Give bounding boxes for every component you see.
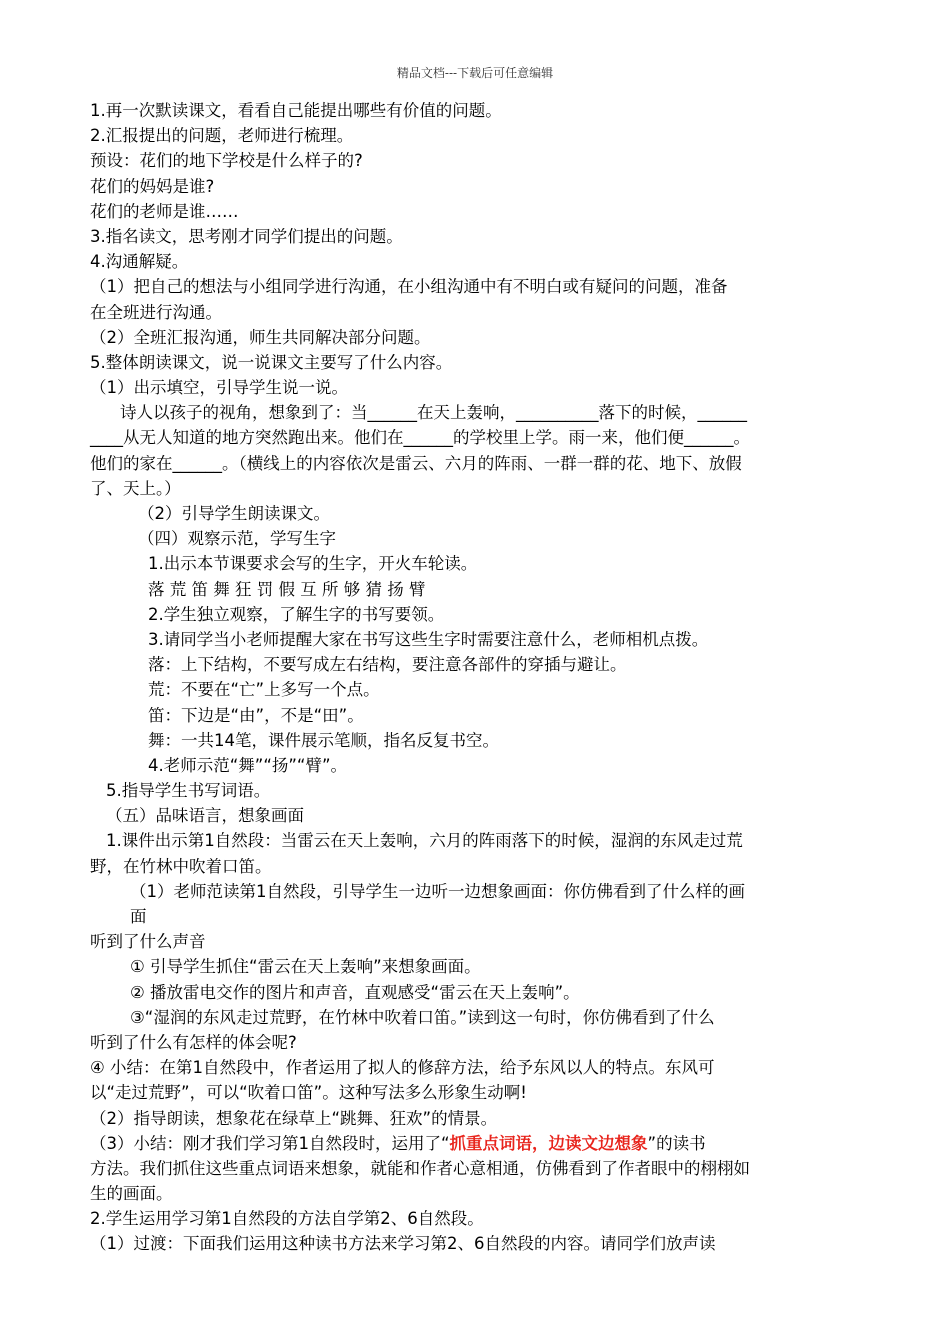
text-line: 1.课件出示第1自然段：当雷云在天上轰响，六月的阵雨落下的时候，湿润的东风走过荒 — [106, 831, 743, 851]
text-line: 3.请同学当小老师提醒大家在书写这些生字时需要注意什么，老师相机点拨。 — [148, 629, 709, 649]
lesson-lines — [90, 98, 870, 1131]
text-line: 诗人以孩子的视角，想象到了：当______在天上轰响，__________落下的时候，______ — [120, 403, 747, 423]
text-line: 落：上下结构，不要写成左右结构，要注意各部件的穿插与避让。 — [148, 655, 627, 675]
text-line: 2.学生运用学习第1自然段的方法自学第2、6自然段。 — [90, 1209, 484, 1229]
text-line: ③“湿润的东风走过荒野，在竹林中吹着口笛。”读到这一句时，你仿佛看到了什么 — [130, 1007, 715, 1027]
text-line: ④ 小结：在第1自然段中，作者运用了拟人的修辞方法，给予东风以人的特点。东风可 — [90, 1058, 715, 1078]
text-line: 5.指导学生书写词语。 — [106, 781, 271, 801]
page-watermark-header: 精品文档---下载后可任意编辑 — [396, 66, 554, 80]
text-line: （1）出示填空，引导学生说一说。 — [90, 378, 348, 398]
summary-after: ”的读书 — [647, 1133, 706, 1153]
text-line: 野，在竹林中吹着口笛。 — [90, 856, 272, 876]
text-line: 听到了什么声音 — [90, 932, 206, 952]
text-line: （1）把自己的想法与小组同学进行沟通，在小组沟通中有不明白或有疑问的问题，准备 — [90, 277, 728, 297]
text-line: 落 荒 笛 舞 狂 罚 假 互 所 够 猜 扬 臂 — [148, 579, 426, 599]
text-line: 面 — [130, 907, 147, 926]
summary-highlight: 抓重点词语，边读文边想象 — [449, 1133, 648, 1153]
text-line: （五）品味语言，想象画面 — [106, 806, 304, 826]
document-body — [90, 98, 870, 1257]
text-line: （2）指导朗读，想象花在绿草上“跳舞、狂欢”的情景。 — [90, 1108, 498, 1128]
text-line: ① 引导学生抓住“雷云在天上轰响”来想象画面。 — [130, 957, 481, 977]
summary-line-3: 生的画面。 — [90, 1184, 173, 1204]
text-line: 他们的家在______。（横线上的内容依次是雷云、六月的阵雨、一群一群的花、地下、放假 — [90, 453, 742, 473]
text-line: 预设：花们的地下学校是什么样子的? — [90, 151, 363, 171]
summary-line — [90, 1131, 870, 1156]
text-line: ② 播放雷电交作的图片和声音，直观感受“雷云在天上轰响”。 — [130, 982, 580, 1002]
text-line: 4.沟通解疑。 — [90, 252, 189, 272]
text-line: 花们的老师是谁…… — [90, 201, 239, 221]
text-line: 1.再一次默读课文，看看自己能提出哪些有价值的问题。 — [90, 101, 502, 120]
summary-line-2: 方法。我们抓住这些重点词语来想象，就能和作者心意相通，仿佛看到了作者眼中的栩栩如 — [90, 1158, 750, 1178]
text-line: 2.学生独立观察，了解生字的书写要领。 — [148, 604, 445, 624]
text-line: 了、天上。） — [90, 478, 181, 498]
summary-before: （3）小结：刚才我们学习第1自然段时，运用了“ — [90, 1133, 450, 1153]
text-line: （四）观察示范，学写生字 — [138, 529, 336, 549]
text-line: （2）引导学生朗读课文。 — [138, 504, 330, 523]
text-line: 4.老师示范“舞”“扬”“臂”。 — [148, 755, 348, 775]
text-line: 1.出示本节课要求会写的生字，开火车轮读。 — [148, 554, 478, 574]
text-line: （1）过渡：下面我们运用这种读书方法来学习第2、6自然段的内容。请同学们放声读 — [90, 1234, 716, 1254]
text-line: （1）老师范读第1自然段，引导学生一边听一边想象画面：你仿佛看到了什么样的画 — [130, 881, 745, 901]
text-line: ____从无人知道的地方突然跑出来。他们在______的学校里上学。雨一来，他们便______。 — [90, 428, 750, 448]
text-line: 花们的妈妈是谁? — [90, 176, 215, 196]
text-line: 舞：一共14笔，课件展示笔顺，指名反复书空。 — [148, 730, 499, 750]
text-line: 笛：下边是“由”，不是“田”。 — [148, 705, 364, 725]
text-line: （2）全班汇报沟通，师生共同解决部分问题。 — [90, 327, 431, 347]
text-line: 5.整体朗读课文，说一说课文主要写了什么内容。 — [90, 352, 453, 372]
text-line: 在全班进行沟通。 — [90, 302, 222, 322]
text-line: 荒：不要在“亡”上多写一个点。 — [148, 680, 380, 700]
text-line: 以“走过荒野”，可以“吹着口笛”。这种写法多么形象生动啊! — [90, 1083, 527, 1103]
text-line: 听到了什么有怎样的体会呢? — [90, 1032, 297, 1052]
tail-lines — [90, 1206, 870, 1256]
text-line: 2.汇报提出的问题，老师进行梳理。 — [90, 126, 354, 146]
text-line: 3.指名读文，思考刚才同学们提出的问题。 — [90, 226, 403, 246]
